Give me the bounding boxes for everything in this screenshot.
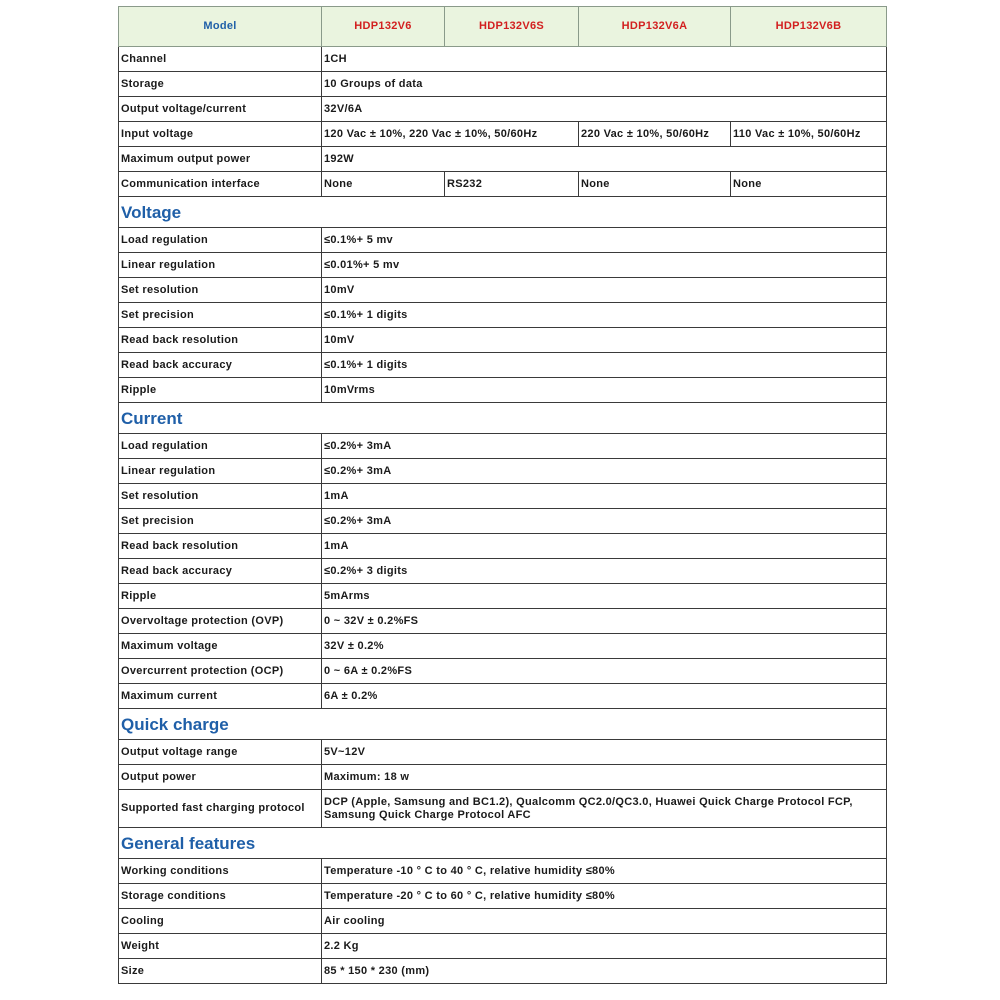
- spec-value: 110 Vac ± 10%, 50/60Hz: [731, 122, 887, 147]
- spec-value: ≤0.1%+ 5 mv: [322, 228, 887, 253]
- spec-row: [119, 253, 887, 278]
- spec-value: 1mA: [322, 534, 887, 559]
- spec-label: Channel: [119, 47, 322, 72]
- model-name-hdp132v6: HDP132V6: [322, 7, 445, 47]
- spec-value: ≤0.01%+ 5 mv: [322, 253, 887, 278]
- spec-row-storage: [119, 72, 887, 97]
- spec-label: Input voltage: [119, 122, 322, 147]
- spec-row: [119, 790, 887, 828]
- spec-value: 85 * 150 * 230 (mm): [322, 959, 887, 984]
- spec-row: [119, 378, 887, 403]
- spec-value: ≤0.2%+ 3 digits: [322, 559, 887, 584]
- spec-value: ≤0.1%+ 1 digits: [322, 303, 887, 328]
- spec-label: Set resolution: [119, 484, 322, 509]
- spec-label: Maximum voltage: [119, 634, 322, 659]
- spec-label: Output voltage/current: [119, 97, 322, 122]
- specification-table-body: [119, 7, 887, 984]
- spec-label: Size: [119, 959, 322, 984]
- spec-value: 6A ± 0.2%: [322, 684, 887, 709]
- spec-row: [119, 509, 887, 534]
- spec-label: Read back accuracy: [119, 559, 322, 584]
- spec-row-channel: [119, 47, 887, 72]
- spec-row-max-output-power: [119, 147, 887, 172]
- spec-value: 220 Vac ± 10%, 50/60Hz: [579, 122, 731, 147]
- spec-value: Temperature -20 ° C to 60 ° C, relative humidity ≤80%: [322, 884, 887, 909]
- section-title: Quick charge: [119, 709, 887, 740]
- spec-label: Storage: [119, 72, 322, 97]
- spec-label: Load regulation: [119, 228, 322, 253]
- spec-row: [119, 909, 887, 934]
- spec-value: 10mVrms: [322, 378, 887, 403]
- spec-label: Read back resolution: [119, 534, 322, 559]
- spec-label: Overcurrent protection (OCP): [119, 659, 322, 684]
- model-header-label: Model: [119, 7, 322, 47]
- spec-label: Linear regulation: [119, 253, 322, 278]
- spec-row-output: [119, 97, 887, 122]
- spec-row: [119, 584, 887, 609]
- spec-value: Maximum: 18 w: [322, 765, 887, 790]
- section-header-row: [119, 197, 887, 228]
- spec-value: 32V/6A: [322, 97, 887, 122]
- spec-value: None: [731, 172, 887, 197]
- spec-row: [119, 765, 887, 790]
- spec-value: Temperature -10 ° C to 40 ° C, relative humidity ≤80%: [322, 859, 887, 884]
- specification-table: [118, 6, 887, 984]
- section-header-row: [119, 828, 887, 859]
- spec-row: [119, 609, 887, 634]
- spec-value: DCP (Apple, Samsung and BC1.2), Qualcomm QC2.0/QC3.0, Huawei Quick Charge Protocol FCP, Samsung Quick Charge Protocol AFC: [322, 790, 887, 828]
- spec-value: None: [579, 172, 731, 197]
- spec-row: [119, 740, 887, 765]
- spec-value: 0 ~ 6A ± 0.2%FS: [322, 659, 887, 684]
- spec-row: [119, 434, 887, 459]
- section-header-row: [119, 709, 887, 740]
- spec-label: Set precision: [119, 303, 322, 328]
- spec-label: Load regulation: [119, 434, 322, 459]
- spec-label: Set precision: [119, 509, 322, 534]
- spec-row: [119, 959, 887, 984]
- spec-value: Air cooling: [322, 909, 887, 934]
- spec-row-communication: [119, 172, 887, 197]
- spec-row: [119, 278, 887, 303]
- spec-value: 1mA: [322, 484, 887, 509]
- spec-row: [119, 303, 887, 328]
- spec-value: 192W: [322, 147, 887, 172]
- spec-row: [119, 459, 887, 484]
- model-header-row: [119, 7, 887, 47]
- spec-label: Output power: [119, 765, 322, 790]
- spec-label: Cooling: [119, 909, 322, 934]
- spec-row: [119, 328, 887, 353]
- spec-label: Communication interface: [119, 172, 322, 197]
- spec-value: 10 Groups of data: [322, 72, 887, 97]
- spec-value: 2.2 Kg: [322, 934, 887, 959]
- spec-label: Maximum output power: [119, 147, 322, 172]
- section-title: Current: [119, 403, 887, 434]
- spec-value: 5V~12V: [322, 740, 887, 765]
- model-name-hdp132v6b: HDP132V6B: [731, 7, 887, 47]
- spec-label: Ripple: [119, 584, 322, 609]
- spec-row: [119, 634, 887, 659]
- spec-row: [119, 934, 887, 959]
- spec-value: 0 ~ 32V ± 0.2%FS: [322, 609, 887, 634]
- spec-value: 120 Vac ± 10%, 220 Vac ± 10%, 50/60Hz: [322, 122, 579, 147]
- spec-label: Set resolution: [119, 278, 322, 303]
- spec-value: 10mV: [322, 328, 887, 353]
- spec-row: [119, 484, 887, 509]
- spec-row: [119, 884, 887, 909]
- spec-label: Read back resolution: [119, 328, 322, 353]
- spec-value: ≤0.1%+ 1 digits: [322, 353, 887, 378]
- spec-row: [119, 228, 887, 253]
- spec-label: Read back accuracy: [119, 353, 322, 378]
- spec-value: 32V ± 0.2%: [322, 634, 887, 659]
- spec-value: None: [322, 172, 445, 197]
- spec-value: 10mV: [322, 278, 887, 303]
- section-title: General features: [119, 828, 887, 859]
- spec-value: ≤0.2%+ 3mA: [322, 459, 887, 484]
- spec-row: [119, 684, 887, 709]
- spec-row-input-voltage: [119, 122, 887, 147]
- section-title: Voltage: [119, 197, 887, 228]
- spec-label: Linear regulation: [119, 459, 322, 484]
- spec-value: ≤0.2%+ 3mA: [322, 434, 887, 459]
- spec-label: Supported fast charging protocol: [119, 790, 322, 828]
- spec-value: 5mArms: [322, 584, 887, 609]
- spec-row: [119, 659, 887, 684]
- spec-label: Working conditions: [119, 859, 322, 884]
- spec-label: Output voltage range: [119, 740, 322, 765]
- spec-value: 1CH: [322, 47, 887, 72]
- spec-row: [119, 534, 887, 559]
- spec-value: RS232: [445, 172, 579, 197]
- spec-label: Storage conditions: [119, 884, 322, 909]
- spec-row: [119, 559, 887, 584]
- spec-label: Maximum current: [119, 684, 322, 709]
- spec-label: Ripple: [119, 378, 322, 403]
- spec-label: Overvoltage protection (OVP): [119, 609, 322, 634]
- spec-label: Weight: [119, 934, 322, 959]
- spec-value: ≤0.2%+ 3mA: [322, 509, 887, 534]
- model-name-hdp132v6s: HDP132V6S: [445, 7, 579, 47]
- section-header-row: [119, 403, 887, 434]
- spec-row: [119, 859, 887, 884]
- spec-row: [119, 353, 887, 378]
- model-name-hdp132v6a: HDP132V6A: [579, 7, 731, 47]
